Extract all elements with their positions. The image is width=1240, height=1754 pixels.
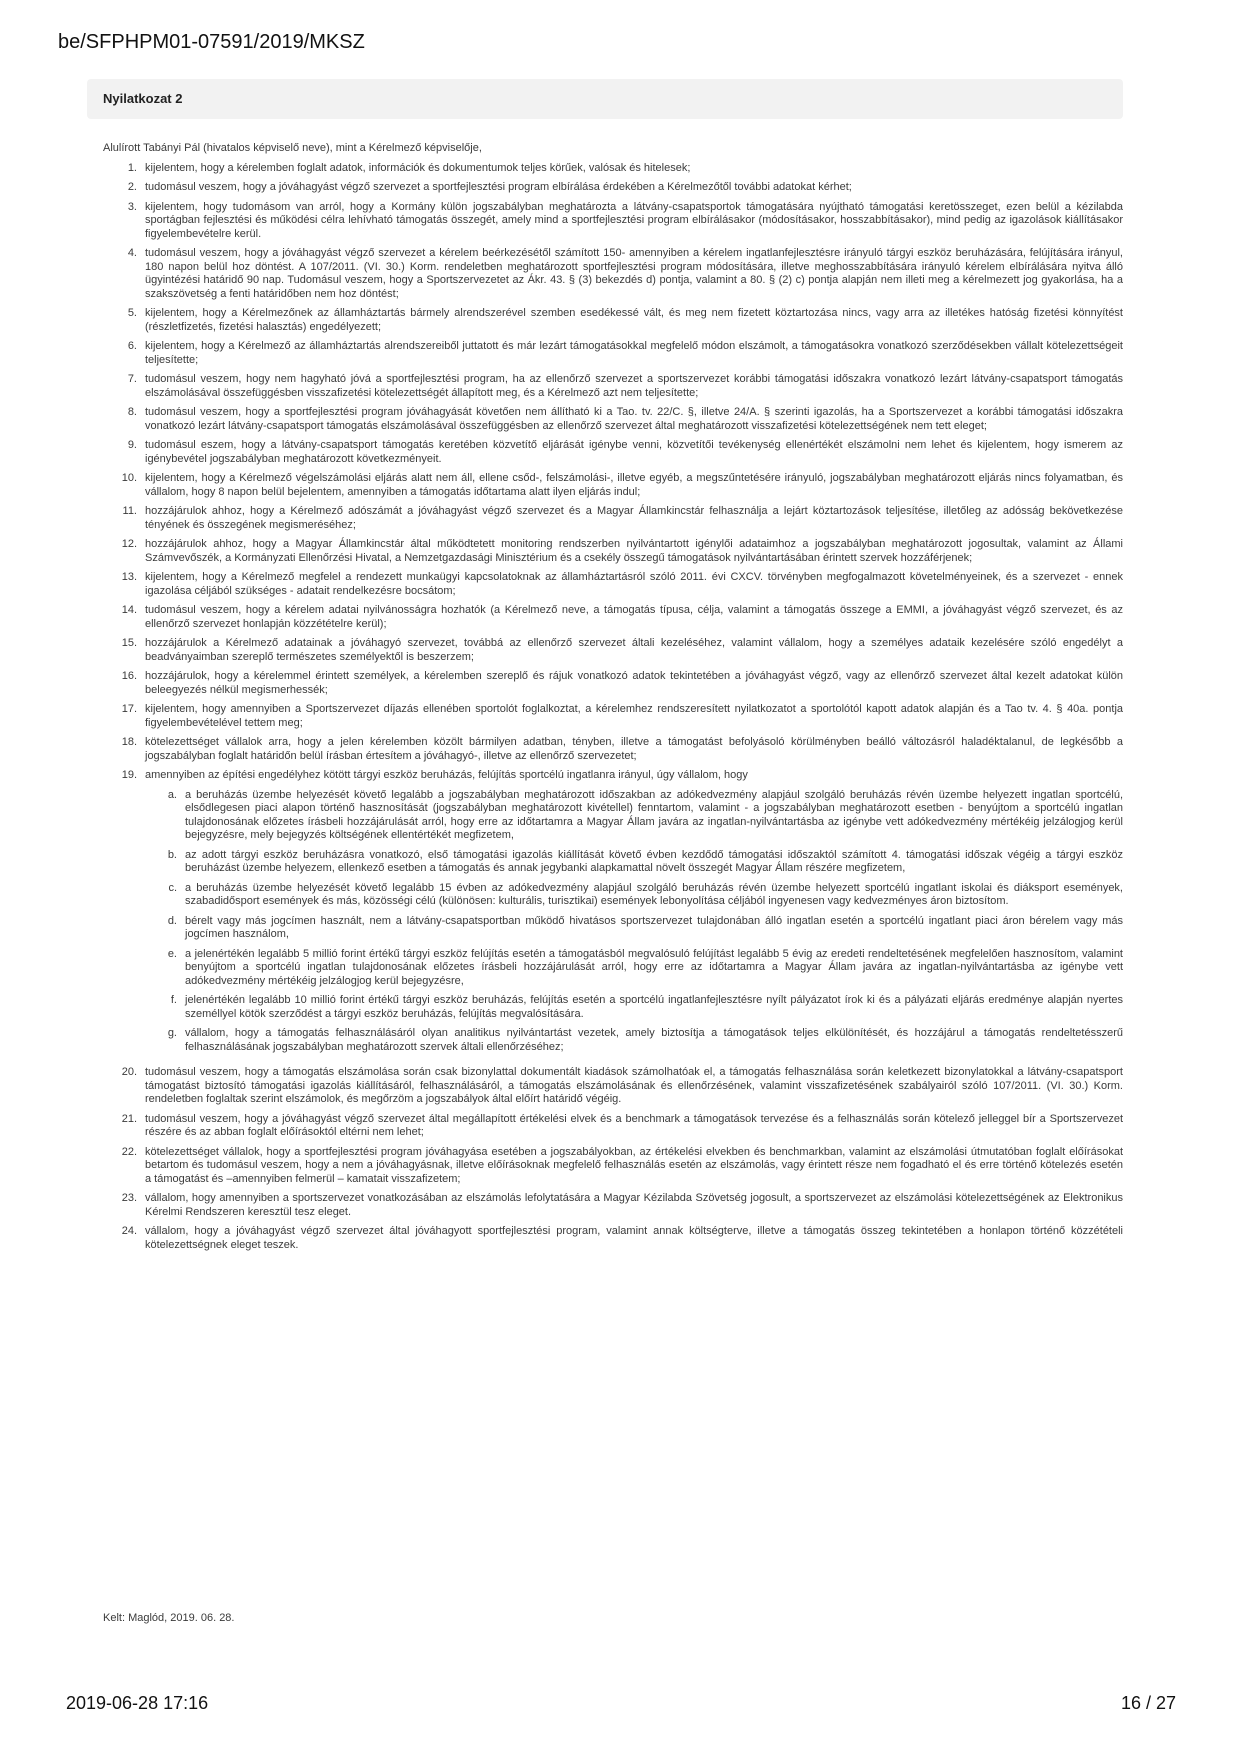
declaration-item	[103, 340, 1123, 367]
item-number: 12.	[121, 538, 137, 550]
declaration-item	[103, 670, 1123, 697]
item-text: tudomásul veszem, hogy a kérelem adatai nyilvánosságra hozhatók (a Kérelmező neve, a támogatás típusa, célja, valamint a támogatás összege a EMMI, a jóváhagyást végző szervezet, és az ellenőrző szervezet honlapján közzétételre kerül);	[145, 604, 1123, 630]
declaration-item	[103, 769, 1123, 1060]
item-text: kijelentem, hogy a Kérelmező az államháztartás alrendszereiből juttatott és már lezárt támogatásokkal megfelelő módon elszámolt, a támogatásokra vonatkozó szerződésekben vállalt kötelezettségeit teljesítette;	[145, 340, 1123, 366]
sub-item-letter: d.	[167, 914, 177, 927]
section-header	[87, 79, 1123, 119]
item-text-block	[145, 736, 1123, 763]
item-text-block	[145, 406, 1123, 433]
item-text-block	[145, 307, 1123, 334]
item-number: 6.	[127, 340, 137, 352]
item-number: 17.	[121, 703, 137, 715]
intro-text: Alulírott Tabányi Pál (hivatalos képviselő neve), mint a Kérelmező képviselője,	[103, 142, 482, 154]
item-number: 21.	[121, 1112, 137, 1125]
sub-item-text: a beruházás üzembe helyezését követő legalább a jogszabályban meghatározott időszakban az adókedvezmény alapjául szolgáló beruházás révén üzembe helyezett ingatlan sportcélú, elsődlegesen piaci alapon történő hasznosítását (jogszabályban meghatározott kivétellel) fenntartom, valamint - a jogszabályban meghatározott esetben - benyújtom a sportcélú ingatlan tulajdonosának előzetes írásbeli hozzájárulását arról, hogy erre az időtartamra a Magyar Állam javára az ingatlan-nyilvántartásba az igénybe vett adókedvezmény mértékéig jelzálogjog kerül bejegyzésre, mely bejegyzés költségének ellentértékét megfizetem,	[185, 788, 1123, 841]
sub-list	[145, 789, 1123, 1055]
item-text-block	[145, 703, 1123, 730]
item-text: tudomásul veszem, hogy a jóváhagyást végző szervezet a kérelem beérkezésétől számított 150- amennyiben a kérelem ingatlanfejlesztésre irányuló tárgyi eszköz beruházására, felújítására irányul, 180 napon belül hoz döntést. A 107/2011. (VI. 30.) Korm. rendeletben meghatározott sportfejlesztési program módosítására, illetve meghosszabbítására irányuló kérelem elbírálására nyitva álló ügyintézési határidő 90 nap. Tudomásul veszem, hogy a Sportszervezetet az Ákr. 43. § (3) bekezdés d) pontja, valamint a 80. § (2) c) pontja alapján nem illeti meg a kérelmezett jog gyakorlása, ha a szakszövetség a fenti határidőben nem hoz döntést;	[145, 247, 1123, 300]
item-text: tudomásul veszem, hogy a sportfejlesztési program jóváhagyását követően nem állítható ki a Tao. tv. 22/C. §, illetve 24/A. § szerinti igazolás, ha a Sportszervezet a korábbi támogatási időszakra vonatkozó lezárt látvány-csapatsport támogatás elszámolásával összefüggésben az ellenőrző szervezet által meghatározott visszafizetési kötelezettségének nem tett eleget;	[145, 406, 1123, 432]
declaration-list	[103, 162, 1123, 1253]
sub-item	[145, 849, 1123, 876]
item-text: vállalom, hogy a jóváhagyást végző szervezet által jóváhagyott sportfejlesztési program, valamint annak költségterve, illetve a támogatás összeg tekintetében a honlapon történő közzétételi kötelezettségnek eleget teszek.	[145, 1225, 1123, 1251]
item-number: 7.	[127, 373, 137, 385]
declaration-item	[103, 307, 1123, 334]
item-text-block	[145, 571, 1123, 598]
sub-item-text: bérelt vagy más jogcímen használt, nem a látvány-csapatsportban működő hivatásos sportszervezet tulajdonában álló ingatlan esetén a sportcélú ingatlant piaci áron bérelem vagy más jogcímen használom,	[185, 914, 1123, 940]
sub-item-letter: g.	[167, 1027, 177, 1039]
declaration-item	[103, 538, 1123, 565]
declaration-item	[103, 571, 1123, 598]
item-text-block	[145, 201, 1123, 242]
item-number: 23.	[121, 1192, 137, 1204]
item-number: 24.	[121, 1225, 137, 1237]
item-text: tudomásul veszem, hogy a támogatás elszámolása során csak bizonylattal dokumentált kiadások számolhatóak el, a támogatás felhasználása során keletkezett bizonylatokkal a látvány-csapatsport támogatást biztosító támogatási igazolás kiállításáról, felhasználásáról, a támogatás elszámolásának és ellenőrzésének, valamint visszafizetésének szabályairól szóló 107/2011. (VI. 30.) Korm. rendeletben foglaltak szerint elszámolok, és megőrzöm a jogszabályok által előírt határidő végéig.	[145, 1066, 1123, 1105]
sub-item-letter: f.	[170, 994, 177, 1006]
declaration-body	[103, 142, 1123, 1258]
footer-timestamp: 2019-06-28 17:16	[66, 1693, 209, 1713]
sub-item	[145, 1027, 1123, 1054]
footer-page-number: 16 / 27	[1120, 1693, 1176, 1713]
sub-item-text: a jelenértékén legalább 5 millió forint értékű tárgyi eszköz felújítás esetén a támogatásból megvalósuló felújítást legalább 5 évig az eredeti rendeltetésének megfelelően hasznosítom, valamint benyújtom a sportcélú ingatlan tulajdonosának előzetes írásbeli hozzájárulását arról, hogy erre az időtartamra a Magyar Állam javára az ingatlan-nyilvántartásba az igénybe vett adókedvezmény mértékéig jelzálogjog kerül bejegyzésre,	[185, 947, 1123, 987]
declaration-item	[103, 201, 1123, 242]
sub-item	[145, 994, 1123, 1021]
declaration-item	[103, 1146, 1123, 1187]
item-text: tudomásul veszem, hogy a jóváhagyást végző szervezet által megállapított értékelési elvek és a benchmark a támogatások tervezése és a felhasználás során kötelező jelleggel bír a Sportszervezet részére és az abban foglalt előírásoktól eltérni nem lehet;	[145, 1112, 1123, 1138]
item-text-block	[145, 1192, 1123, 1219]
item-text-block	[145, 373, 1123, 400]
item-number: 16.	[121, 670, 137, 682]
item-text-block	[145, 340, 1123, 367]
item-number: 4.	[127, 247, 137, 259]
declaration-item	[103, 406, 1123, 433]
item-number: 22.	[121, 1145, 137, 1158]
item-text: tudomásul veszem, hogy nem hagyható jóvá a sportfejlesztési program, ha az ellenőrző szervezet a sportszervezet korábbi támogatási időszakra vonatkozó lezárt látvány-csapatsport támogatás elszámolásával összefüggésben visszafizetési kötelezettségét állapított meg, és a Kérelmező azt nem teljesítette;	[145, 373, 1123, 399]
item-number: 18.	[121, 736, 137, 748]
declaration-item	[103, 1113, 1123, 1140]
item-text: kötelezettséget vállalok, hogy a sportfejlesztési program jóváhagyása esetében a jogszabályokban, az értékelési elvekben és benchmarkban, valamint az elszámolási útmutatóban foglalt előírásokat betartom és tudomásul veszem, hogy a nem a jóváhagyásnak, illetve előírásoknak megfelelő felhasználás esetén az elszámolás, vagy érintett része nem fogadható el és erre történő kötelezés esetén a támogatást és –amennyiben felmerül – kamatait visszafizetem;	[145, 1145, 1123, 1185]
item-text-block	[145, 162, 1123, 176]
item-number: 3.	[127, 200, 137, 213]
item-text: kötelezettséget vállalok arra, hogy a jelen kérelemben közölt bármilyen adatban, tényben, illetve a támogatást befolyásoló körülményben beálló változásról haladéktalanul, de legkésőbb a jogszabályban foglalt határidőn belül írásban értesítem a jóváhagyó-, illetve az ellenőrző szervezetet;	[145, 736, 1123, 762]
item-text: vállalom, hogy amennyiben a sportszervezet vonatkozásában az elszámolás lefolytatására a Magyar Kézilabda Szövetség jogosult, a sportszervezet az elszámolási kötelezettségének az Elektronikus Kérelmi Rendszeren keresztül tesz eleget.	[145, 1192, 1123, 1218]
item-text-block	[145, 538, 1123, 565]
signed-place-date: Kelt: Maglód, 2019. 06. 28.	[103, 1612, 235, 1624]
item-number: 15.	[121, 637, 137, 649]
declaration-item	[103, 1192, 1123, 1219]
item-text-block	[145, 247, 1123, 301]
item-text-block	[145, 181, 1123, 195]
item-number: 19.	[121, 769, 137, 781]
item-number: 5.	[127, 307, 137, 319]
item-number: 11.	[122, 505, 137, 517]
declaration-item	[103, 604, 1123, 631]
sub-item	[145, 915, 1123, 942]
sub-item-letter: e.	[167, 947, 177, 960]
item-text-block	[145, 1225, 1123, 1252]
sub-item-letter: a.	[167, 788, 177, 801]
item-text-block	[145, 1146, 1123, 1187]
item-text-block	[145, 505, 1123, 532]
item-text-block	[145, 1066, 1123, 1107]
item-text: tudomásul veszem, hogy a jóváhagyást végző szervezet a sportfejlesztési program elbírálása érdekében a Kérelmezőtől további adatokat kérhet;	[145, 181, 852, 193]
item-number: 2.	[127, 181, 137, 193]
item-text-block	[145, 604, 1123, 631]
section-title: Nyilatkozat 2	[103, 91, 183, 106]
item-text-block	[145, 1113, 1123, 1140]
item-text-block	[145, 472, 1123, 499]
item-text-block	[145, 439, 1123, 466]
item-text: kijelentem, hogy a Kérelmező megfelel a rendezett munkaügyi kapcsolatoknak az államháztartásról szóló 2011. évi CXCV. törvényben megfogalmazott követelményeinek, és a szervezet - ennek igazolása céljából szükséges - adatait rendelkezésre bocsátom;	[145, 571, 1123, 597]
declaration-item	[103, 1225, 1123, 1252]
sub-item-text: jelenértékén legalább 10 millió forint értékű tárgyi eszköz beruházás, felújítás esetén a sportcélú ingatlanfejlesztésre nyílt pályázatot írok ki és a pályázati eljárás eredménye alapján nyertes személlyel kötök szerződést a tárgyi eszköz beruházás, felújítás megvalósítására.	[185, 994, 1123, 1020]
declaration-item	[103, 247, 1123, 301]
item-text: amennyiben az építési engedélyhez kötött tárgyi eszköz beruházás, felújítás sportcélú ingatlanra irányul, úgy vállalom, hogy	[145, 769, 748, 781]
item-number: 9.	[127, 439, 137, 451]
item-text: hozzájárulok a Kérelmező adatainak a jóváhagyó szervezet, továbbá az ellenőrző szervezet általi kezeléséhez, valamint vállalom, hogy a személyes adataik kezelésére szóló engedélyt a beadványaimban szereplő természetes személyektől is beszerzem;	[145, 637, 1123, 663]
declaration-item	[103, 373, 1123, 400]
item-text: hozzájárulok ahhoz, hogy a Kérelmező adószámát a jóváhagyást végző szervezet és a Magyar Államkincstár felhasználja a lejárt köztartozások teljesítése, illetőleg az adósság bekövetkezése tényének és összegének megismeréséhez;	[145, 505, 1123, 531]
item-text: hozzájárulok, hogy a kérelemmel érintett személyek, a kérelemben szereplő és rájuk vonatkozó adatok tekintetében a jóváhagyást végző, vagy az ellenőrző szervezet által kezelt adatokat külön beleegyezés nélkül megismerhessék;	[145, 670, 1123, 696]
item-text: tudomásul eszem, hogy a látvány-csapatsport támogatás keretében közvetítő eljárását igénybe venni, közvetítői tevékenység ellenértékét elszámolni nem lehet és kijelentem, hogy ismerem az igénybevétel jogszabályban meghatározott következményeit.	[145, 439, 1123, 465]
sub-item	[145, 882, 1123, 909]
item-text-block	[145, 670, 1123, 697]
item-number: 20.	[121, 1066, 137, 1078]
sub-item	[145, 789, 1123, 843]
item-number: 1.	[127, 161, 137, 174]
item-text: kijelentem, hogy a Kérelmezőnek az államháztartás bármely alrendszerével szemben esedékessé vált, és meg nem fizetett köztartozása nincs, vagy arra az illetékes hatóság fizetési könnyítést (részletfizetés, fizetési halasztás) engedélyezett;	[145, 307, 1123, 333]
declaration-item	[103, 637, 1123, 664]
declaration-item	[103, 505, 1123, 532]
sub-item-letter: b.	[167, 848, 177, 861]
sub-item-text: a beruházás üzembe helyezését követő legalább 15 évben az adókedvezmény alapjául szolgáló beruházás révén üzembe helyezett sportcélú ingatlant iskolai és diáksport események, szabadidősport események és más, közösségi célú (különösen: kulturális, turisztikai) események lebonyolítása céljából ingyenesen vagy kedvezményes áron biztosítom.	[185, 881, 1123, 907]
item-text: kijelentem, hogy amennyiben a Sportszervezet díjazás ellenében sportolót foglalkoztat, a kérelemhez rendszeresített nyilatkozatot a sportolótól kapott adatok alapján és a Tao tv. 4. § 40a. pontja figyelembevételével tettem meg;	[145, 703, 1123, 729]
declaration-item	[103, 181, 1123, 195]
declaration-item	[103, 736, 1123, 763]
declaration-item	[103, 703, 1123, 730]
item-text: kijelentem, hogy a Kérelmező végelszámolási eljárás alatt nem áll, ellene csőd-, felszámolási-, illetve egyéb, a megszűntetésére irányuló, jogszabályban meghatározott eljárás nincs folyamatban, és vállalom, hogy 8 napon belül bejelentem, amennyiben a támogatás időtartama alatt ilyen eljárás indul;	[145, 472, 1123, 498]
item-text-block	[145, 637, 1123, 664]
declaration-item	[103, 472, 1123, 499]
sub-item	[145, 948, 1123, 989]
item-text-block	[145, 769, 1123, 1060]
sub-item-text: az adott tárgyi eszköz beruházásra vonatkozó, első támogatási igazolás kiállítását követő évben kezdődő támogatási időszaktól számított 4. támogatási időszak végéig a tárgyi eszköz beruházást üzembe helyezem, ellenkező esetben a támogatás és annak jegybanki alapkamattal növelt összegét Magyar Állam részére megfizetem,	[185, 848, 1123, 874]
declaration-item	[103, 1066, 1123, 1107]
document-id: be/SFPHPM01-07591/2019/MKSZ	[58, 31, 365, 53]
sub-item-letter: c.	[168, 881, 177, 894]
item-number: 13.	[121, 571, 137, 583]
item-number: 8.	[127, 406, 137, 418]
declaration-item	[103, 439, 1123, 466]
item-text: kijelentem, hogy tudomásom van arról, hogy a Kormány külön jogszabályban meghatározta a látvány-csapatsportok támogatására nyújtható támogatási keretösszeget, ezen belül a kézilabda sportágban fejlesztési és működési célra lehívható támogatás összegét, amely mind a sportfejlesztési program elbírálásakor (módosításakor, hosszabbításakor), mind pedig az igazolások kiállításakor figyelembevételre kerül.	[145, 200, 1123, 240]
item-text: kijelentem, hogy a kérelemben foglalt adatok, információk és dokumentumok teljes körűek, valósak és hitelesek;	[145, 161, 691, 174]
item-number: 14.	[121, 604, 137, 616]
sub-item-text: vállalom, hogy a támogatás felhasználásáról olyan analitikus nyilvántartást vezetek, amely biztosítja a támogatások teljes elkülönítését, és hozzájárul a támogatás rendeltetésszerű felhasználásának jogszabályban meghatározott szervek általi ellenőrzéséhez;	[185, 1027, 1123, 1053]
item-number: 10.	[121, 472, 137, 484]
declaration-item	[103, 162, 1123, 176]
item-text: hozzájárulok ahhoz, hogy a Magyar Államkincstár által működtetett monitoring rendszerben nyilvántartott igénylői adataimhoz a jogszabályban meghatározott jogosultak, valamint az Állami Számvevőszék, a Kormányzati Ellenőrzési Hivatal, a Nemzetgazdasági Minisztérium és a csekély összegű támogatások nyilvántartásában érintett szervek hozzáférjenek;	[145, 538, 1123, 564]
